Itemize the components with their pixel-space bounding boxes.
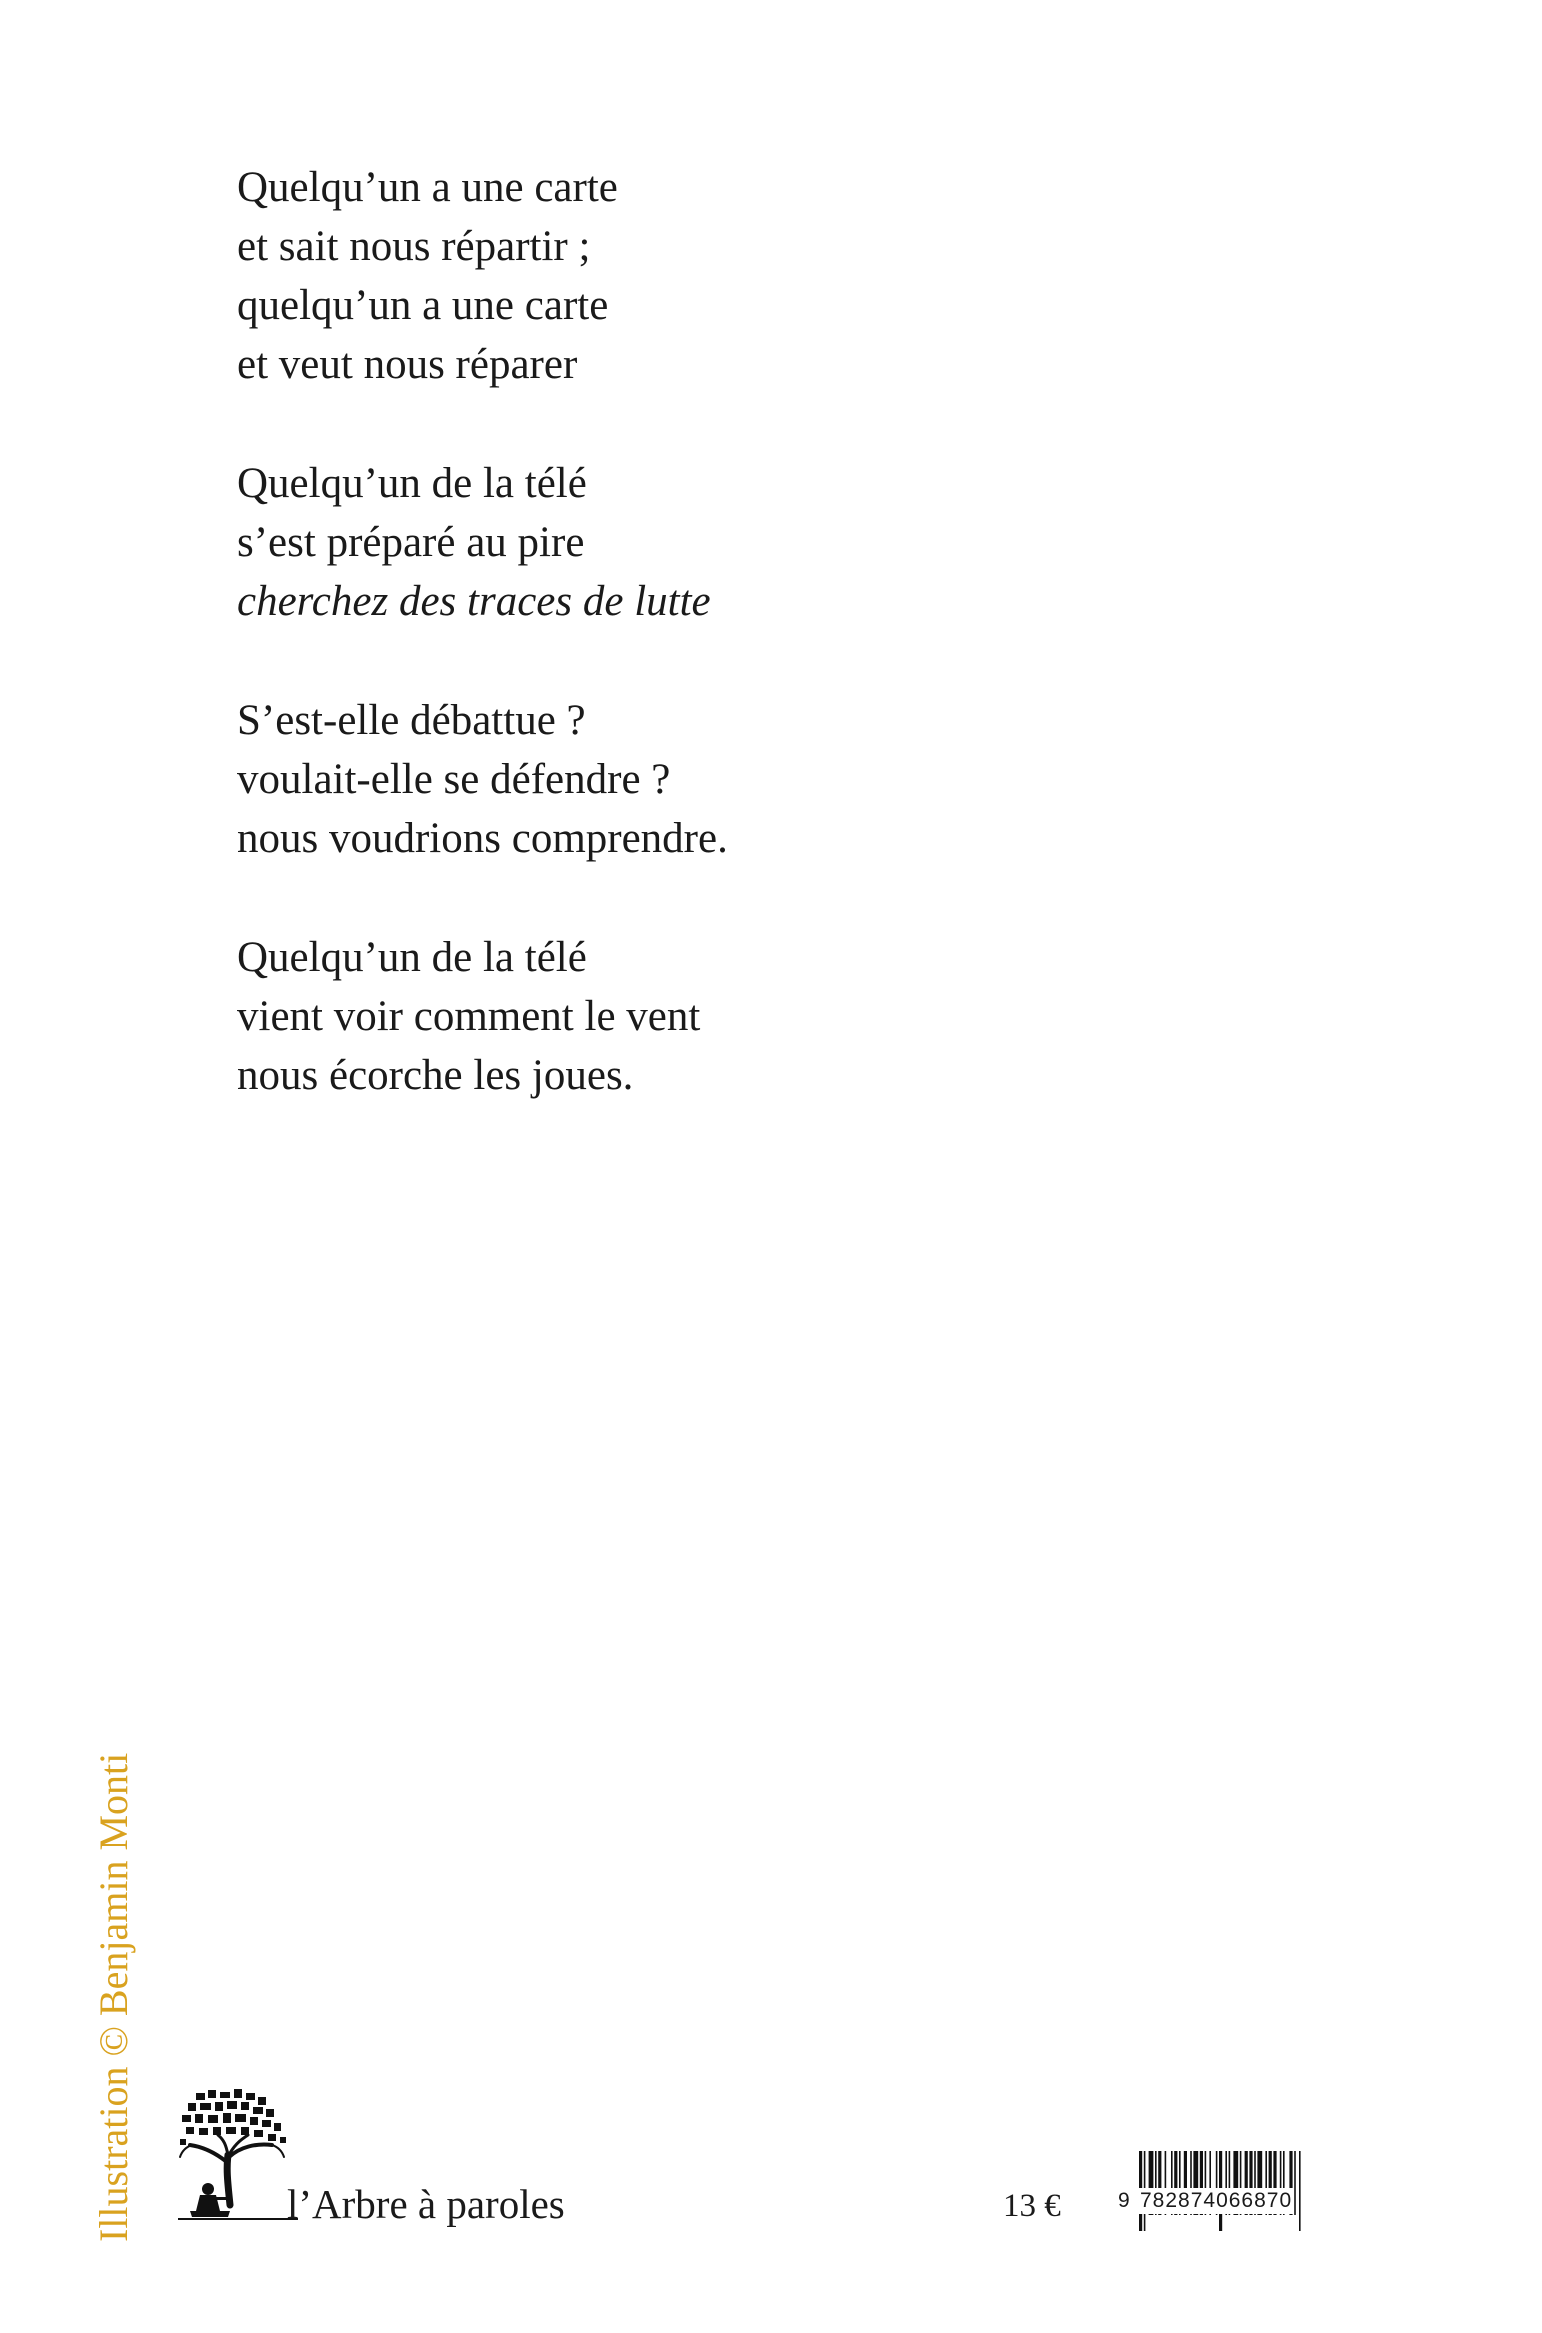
poem-line: vient voir comment le vent: [237, 993, 701, 1040]
poem-line: nous voudrions comprendre.: [237, 815, 728, 862]
stanza-4: [237, 928, 1337, 1105]
poem-line: Quelqu’un de la télé: [237, 460, 587, 507]
barcode-bar: [1294, 2151, 1296, 2215]
poem-line: Quelqu’un de la télé: [237, 934, 587, 981]
poem-line: quelqu’un a une carte: [237, 282, 609, 329]
poem-line-italic: cherchez des traces de lutte: [237, 578, 711, 625]
illustration-credit: Illustration © Benjamin Monti: [91, 1752, 136, 2242]
price: 13 €: [1003, 2188, 1061, 2224]
poem-line: voulait-elle se défendre ?: [237, 756, 671, 803]
poem-line: et veut nous réparer: [237, 341, 578, 388]
poem-line: Quelqu’un a une carte: [237, 164, 618, 211]
publisher-name: l’Arbre à paroles: [287, 2181, 565, 2227]
barcode-bar: [1299, 2151, 1301, 2231]
poem: [237, 158, 1337, 1165]
poem-line: S’est-elle débattue ?: [237, 697, 586, 744]
stanza-3: [237, 691, 1337, 868]
poem-line: nous écorche les joues.: [237, 1052, 634, 1099]
poem-line: s’est préparé au pire: [237, 519, 585, 566]
poem-line: et sait nous répartir ;: [237, 223, 591, 270]
stanza-1: [237, 158, 1337, 394]
barcode-number: 782874066870: [1140, 2189, 1293, 2212]
barcode-first-digit: 9: [1118, 2189, 1131, 2212]
stanza-2: [237, 454, 1337, 631]
